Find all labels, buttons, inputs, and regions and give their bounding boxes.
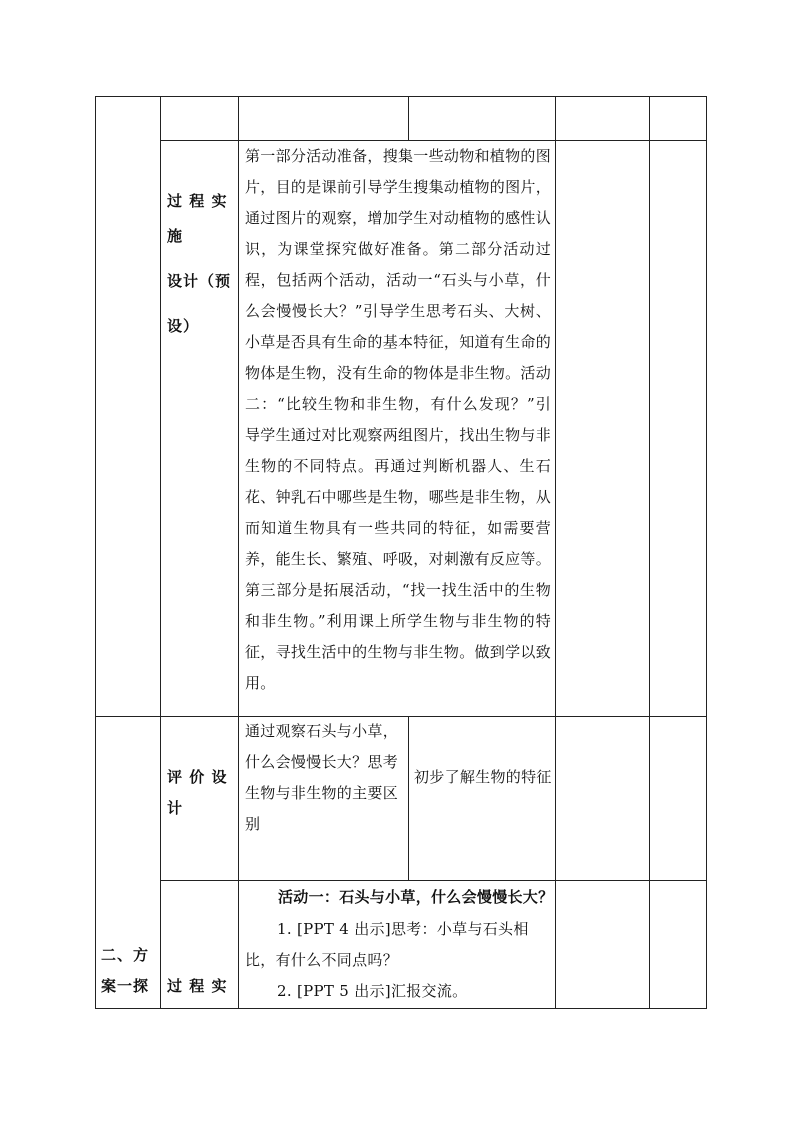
row2-evaluation-goal: 初步了解生物的特征 <box>414 768 552 786</box>
row1-label-line: 设） <box>167 317 200 335</box>
activity-step-2: 2. [PPT 5 出示]汇报交流。 <box>277 982 468 1000</box>
row1-label-line: 设计（预 <box>167 272 232 290</box>
activity-step-1: 1. [PPT 4 出示]思考：小草与石头相比，有什么不同点吗？ <box>245 920 529 969</box>
row2-label-line: 计 <box>167 799 184 817</box>
row1-label <box>167 186 235 342</box>
row-divider-3 <box>160 880 707 881</box>
table-border-top <box>95 96 707 97</box>
row3-label: 过 程 实 <box>167 977 228 995</box>
row3-section-line: 二、方 <box>101 946 150 964</box>
table-border-right <box>706 96 707 1009</box>
row2-label <box>167 762 235 824</box>
row2-evaluation-content: 通过观察石头与小草，什么会慢慢长大？思考生物与非生物的主要区别 <box>245 722 399 833</box>
col-divider-4 <box>555 96 556 1009</box>
col-divider-3a <box>408 96 409 140</box>
col-divider-2 <box>238 96 239 1009</box>
row1-label-line: 施 <box>167 227 184 245</box>
col-divider-3b <box>408 716 409 880</box>
table-border-left <box>95 96 96 1009</box>
col-divider-1 <box>160 96 161 1009</box>
row1-content: 第一部分活动准备，搜集一些动物和植物的图片，目的是课前引导学生搜集动植物的图片，通过图片的观察，增加学生对动植物的感性认识，为课堂探究做好准备。第二部分活动过程，包括两个活动，活动一“石头与小草，什么会慢慢长大？”引导学生思考石头、大树、小草是否具有生命的基本特征，知道有生命的物体是生物，没有生命的物体是非生物。活动二：“比较生物和非生物，有什么发现？”引导学生通过对比观察两组图片，找出生物与非生物的不同特点。再通过判断机器人、生石花、钟乳石中哪些是生物，哪些是非生物，从而知道生物具有一些共同的特征，如需要营养，能生长、繁殖、呼吸，对刺激有反应等。第三部分是拓展活动，“找一找生活中的生物和非生物。”利用课上所学生物与非生物的特征，寻找生活中的生物与非生物。做到学以致用。 <box>245 147 552 692</box>
activity-title: 活动一：石头与小草，什么会慢慢长大？ <box>278 888 554 906</box>
row2-label-line: 评 价 设 <box>167 768 228 786</box>
col-divider-5 <box>649 96 650 1009</box>
row1-label-line: 过 程 实 <box>167 192 228 210</box>
table-border-bottom <box>95 1008 707 1009</box>
row3-section-label <box>101 940 159 1002</box>
row3-section-line: 案一探 <box>101 977 150 995</box>
